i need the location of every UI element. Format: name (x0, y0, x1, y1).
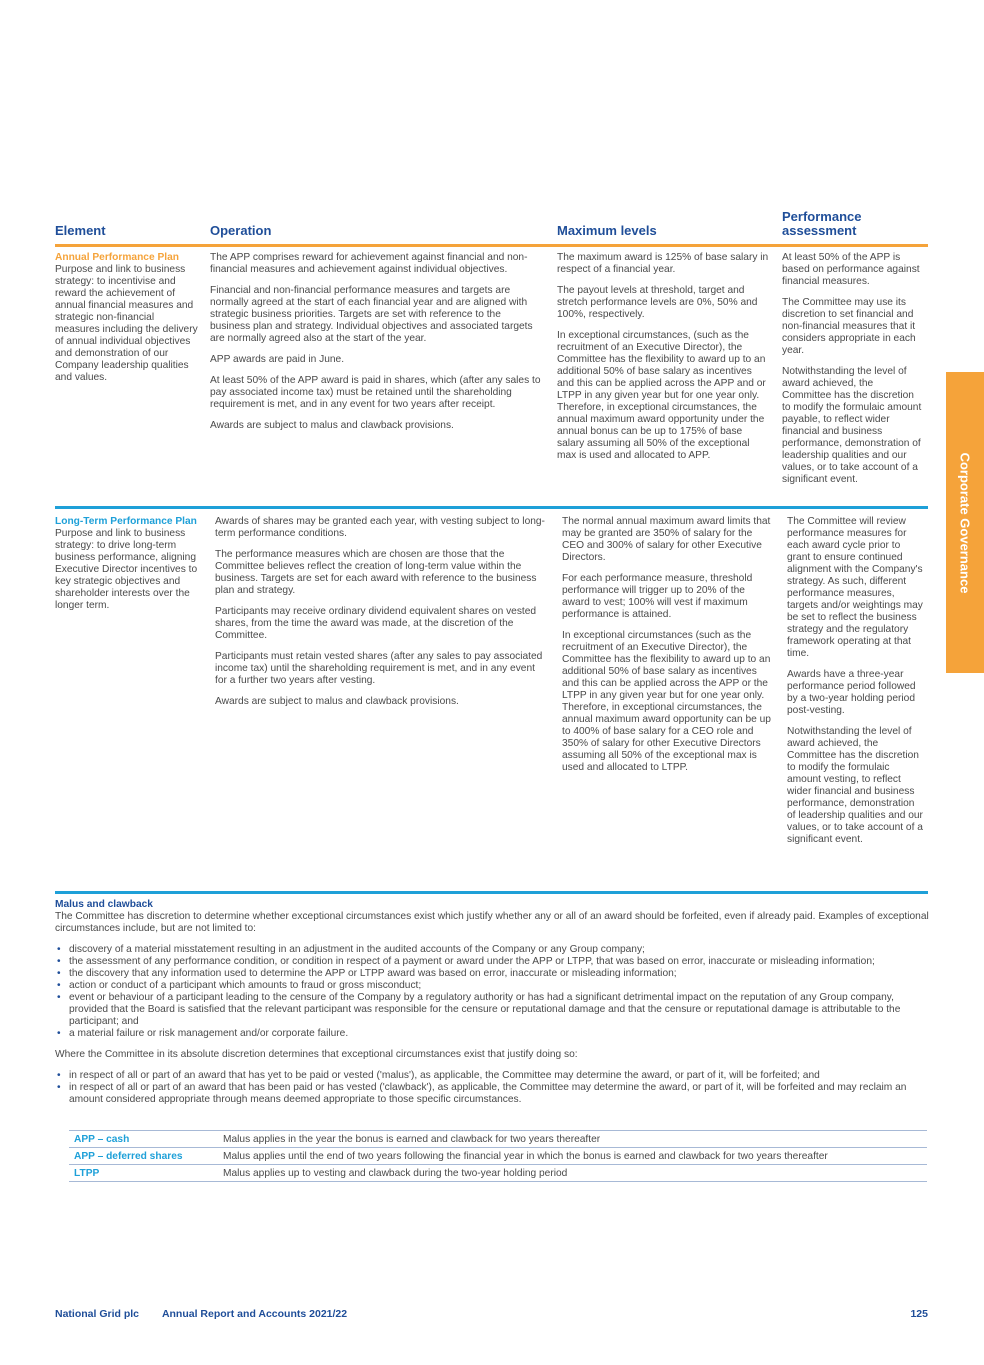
malus-title: Malus and clawback (55, 899, 153, 910)
element-cell (55, 252, 201, 384)
list-item: • event or behaviour of a participant leading to the censure of the Company by a regulatory authority or has had a significant detrimental impact on the reputation of any Group company, provided that the Board is satisfied that the relevant participant was responsible for the censure or reputational damage and that the censure or reputational damage is attributable to the participant; and (55, 992, 930, 1028)
malus-table-value: Malus applies until the end of two years following the financial year in which the bonus is earned and clawback for two years thereafter (218, 1148, 927, 1165)
performance-paragraph: Notwithstanding the level of award achieved, the Committee has the discretion to modify the formulaic amount vesting, to reflect wider financial and business performance, demonstration of leadership qualities and our values, or to take account of a significant event. (787, 726, 923, 845)
row-divider (55, 506, 928, 509)
malus-table (69, 1130, 927, 1182)
operation-paragraph: The performance measures which are chosen are those that the Committee believes reflect the creation of long-term value within the business. Targets are set for each award with reference to the business plan and strategy. (215, 549, 537, 596)
footer-company: National Grid plc (55, 1308, 140, 1320)
malus-table-key: APP – deferred shares (69, 1148, 218, 1165)
header-performance-assessment: Performance assessment (782, 209, 862, 238)
maximum-cell (557, 252, 771, 471)
malus-table-value: Malus applies up to vesting and clawback during the two-year holding period (218, 1165, 927, 1182)
malus-intro: The Committee has discretion to determine whether exceptional circumstances exist which justify whether any or all of an award should be forfeited, even if already paid. Examples of exceptional circumstances include, but are not limited to: (55, 911, 929, 934)
row-divider (55, 891, 928, 894)
operation-cell (215, 516, 545, 717)
header-operation: Operation (210, 223, 272, 238)
table-header (55, 210, 928, 247)
list-item: • in respect of all or part of an award that has been paid or has vested ('clawback'), as applicable, the Committee may determine the award, or part of it, will be forfeited and may reclaim an amount considered appropriate through means deemed appropriate to those specific circumstances. (55, 1082, 930, 1106)
page-number: 125 (910, 1308, 928, 1320)
operation-paragraph: Financial and non-financial performance measures and targets are normally agreed at the start of each financial year and are aligned with strategic business priorities. Targets are set with reference to the business plan and strategy. Individual objectives and associated targets are normally agreed also at the start of the year. (210, 285, 533, 344)
operation-paragraph: Awards are subject to malus and clawback provisions. (215, 696, 459, 707)
operation-paragraph: APP awards are paid in June. (210, 354, 345, 365)
performance-cell (787, 516, 923, 855)
header-maximum-levels: Maximum levels (557, 223, 657, 238)
malus-middle: Where the Committee in its absolute discretion determines that exceptional circumstances exist that justify doing so: (55, 1049, 578, 1060)
malus-table-value: Malus applies in the year the bonus is earned and clawback for two years thereafter (218, 1131, 927, 1148)
table-row-ltpp (55, 516, 928, 888)
side-tab-label: Corporate Governance (957, 452, 973, 593)
table-row (69, 1148, 927, 1165)
operation-paragraph: Participants may receive ordinary dividend equivalent shares on vested shares, from the time the award was made, at the discretion of the Committee. (215, 606, 537, 641)
performance-paragraph: Notwithstanding the level of award achieved, the Committee has the discretion to modify the formulaic amount payable, to reflect wider financial and business performance, demonstration of leadership qualities and our values, or to take account of a significant event. (782, 366, 922, 485)
element-purpose: Purpose and link to business strategy: to drive long-term business performance, aligning Executive Director incentives to key strategic objectives and shareholder interests over the longer term. (55, 528, 198, 611)
element-title: Long-Term Performance Plan (55, 516, 197, 527)
actions-list (55, 1070, 930, 1106)
list-item: • the assessment of any performance condition, or condition in respect of a payment or award under the APP or LTPP, that was based on error, inaccurate or misleading information; (55, 956, 930, 968)
element-title: Annual Performance Plan (55, 252, 179, 263)
maximum-paragraph: In exceptional circumstances, (such as the recruitment of an Executive Director), the Committee has the flexibility to award up to an additional 50% of base salary as incentives and this can be applied across the APP and or LTPP in any given year but for one year only. Therefore, in exceptional circumstances, the annual maximum award opportunity under the annual bonus can be up to 175% of base salary assuming all 50% of the exceptional max is used and allocated to APP. (557, 330, 766, 461)
list-item: • action or conduct of a participant which amounts to fraud or gross misconduct; (55, 980, 930, 992)
maximum-cell (562, 516, 772, 783)
operation-paragraph: Participants must retain vested shares (after any sales to pay associated income tax) until the shareholding requirement is met, and in any event for a further two years after vesting. (215, 651, 543, 686)
performance-paragraph: Awards have a three-year performance period followed by a two-year holding period post-vesting. (787, 669, 916, 716)
maximum-paragraph: For each performance measure, threshold performance will trigger up to 20% of the award to vest; 100% will vest if maximum performance is attained. (562, 573, 753, 620)
performance-paragraph: The Committee may use its discretion to set financial and non-financial measures that it considers appropriate in each year. (782, 297, 916, 356)
performance-paragraph: At least 50% of the APP is based on performance against financial measures. (782, 252, 920, 287)
page-footer (55, 1308, 928, 1320)
footer-report: Annual Report and Accounts 2021/22 (161, 1308, 348, 1320)
maximum-paragraph: In exceptional circumstances (such as the recruitment of an Executive Director), the Committee has the flexibility to award up to an additional 50% of base salary as incentives and this can be applied across the APP or the LTPP in any given year but for one year only. Therefore, in exceptional circumstances, the annual maximum award opportunity can be up to 400% of base salary for a CEO role and 350% of salary for other Executive Directors assuming all 50% of the exceptional max is used and allocated to LTPP. (562, 630, 771, 773)
operation-paragraph: Awards of shares may be granted each year, with vesting subject to long-term performance conditions. (215, 516, 545, 539)
circumstances-list (55, 944, 930, 1040)
performance-cell (782, 252, 924, 495)
operation-cell (210, 252, 542, 441)
maximum-paragraph: The payout levels at threshold, target and stretch performance levels are 0%, 50% and 100%, respectively. (557, 285, 758, 320)
table-row (69, 1165, 927, 1182)
malus-table-key: APP – cash (69, 1131, 218, 1148)
maximum-paragraph: The normal annual maximum award limits that may be granted are 350% of salary for the CEO and 300% of salary for other Executive Directors. (562, 516, 771, 563)
list-item: • a material failure or risk management and/or corporate failure. (55, 1028, 930, 1040)
list-item: • the discovery that any information used to determine the APP or LTPP award was based on error, inaccurate or misleading information; (55, 968, 930, 980)
operation-paragraph: At least 50% of the APP award is paid in shares, which (after any sales to pay associated income tax) must be retained until the shareholding requirement is met, and in any event for two years after receipt. (210, 375, 541, 410)
performance-paragraph: The Committee will review performance measures for each award cycle prior to grant to ensure continued alignment with the Company's strategy. As such, different performance measures, targets and/or weightings may be set to reflect the business strategy and the regulatory framework operating at that time. (787, 516, 923, 659)
operation-paragraph: Awards are subject to malus and clawback provisions. (210, 420, 454, 431)
malus-clawback-section (55, 899, 930, 1115)
element-cell (55, 516, 201, 612)
maximum-paragraph: The maximum award is 125% of base salary in respect of a financial year. (557, 252, 769, 275)
malus-table-key: LTPP (69, 1165, 218, 1182)
list-item: • in respect of all or part of an award that has yet to be paid or vested ('malus'), as applicable, the Committee may determine the award, or part of it, will be forfeited; and (55, 1070, 930, 1082)
element-purpose: Purpose and link to business strategy: to incentivise and reward the achievement of annual financial measures and strategic non-financial measures including the delivery of annual individual objectives and demonstration of our Company leadership qualities and values. (55, 264, 198, 383)
table-row-app (55, 252, 928, 502)
list-item: • discovery of a material misstatement resulting in an adjustment in the audited accounts of the Company or any Group company; (55, 944, 930, 956)
section-side-tab[interactable] (946, 372, 984, 673)
header-element: Element (55, 223, 106, 238)
operation-paragraph: The APP comprises reward for achievement against financial and non-financial measures and achievement against individual objectives. (210, 252, 528, 275)
table-row (69, 1131, 927, 1148)
